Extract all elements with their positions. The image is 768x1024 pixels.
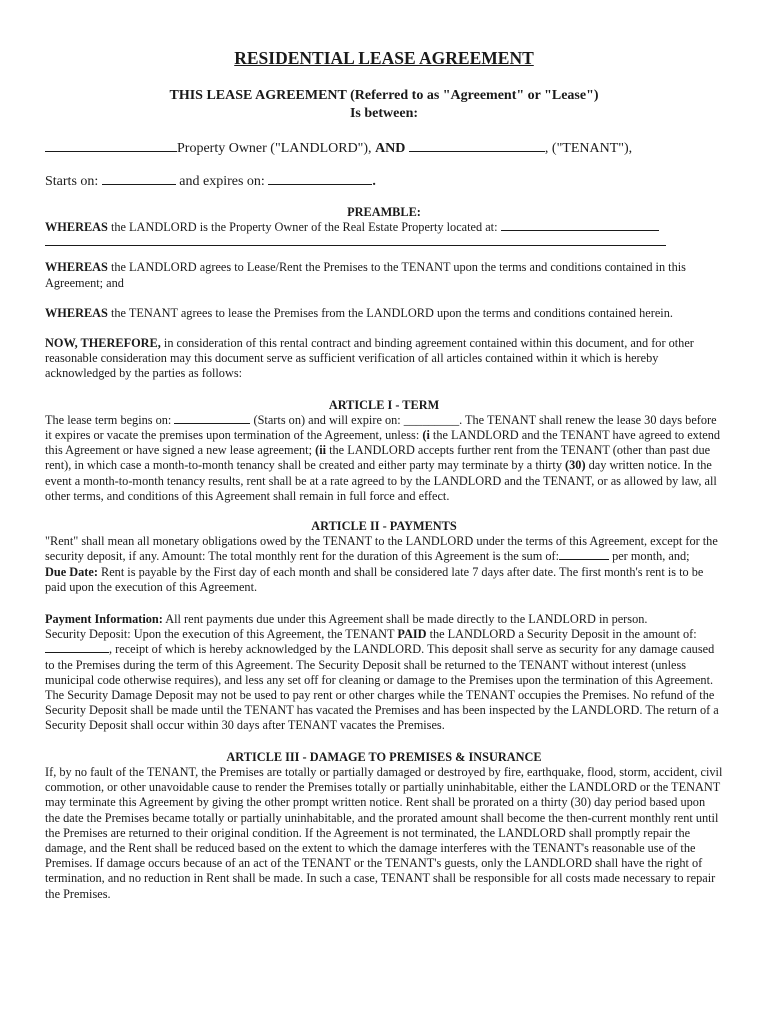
rent-text-1: "Rent" shall mean all monetary obligations owed by the TENANT to the LANDLORD under the terms of this Agreement, except for the security deposit, if any. Amount: The total monthly rent for the duration of this Agreement is the sum of:	[45, 534, 718, 564]
parties-line	[45, 140, 723, 158]
whereas-2-text: the LANDLORD agrees to Lease/Rent the Premises to the TENANT upon the terms and conditions contained in this Agreement; and	[45, 260, 686, 290]
expires-label: and expires on:	[175, 174, 269, 189]
expire-date-blank[interactable]	[268, 173, 372, 185]
term-text-4: the LANDLORD accepts further rent from the TENANT (other than past due rent), in which case a month-to-month tenancy shall be created and either party may terminate by a thirty	[45, 443, 711, 473]
property-address-line-2[interactable]	[45, 237, 666, 246]
term-begin-blank[interactable]	[174, 413, 250, 424]
article-1-text	[45, 413, 723, 504]
clause-ii: (ii	[315, 443, 327, 458]
term-text-2: (Starts on) and will expire on: _________. The TENANT shall renew the lease 30 days before it expires or vacate the premises upon termination of the Agreement, unless:	[45, 412, 717, 443]
starts-label: Starts on:	[45, 174, 102, 189]
thirty-days: (30)	[565, 458, 586, 473]
document-title: RESIDENTIAL LEASE AGREEMENT	[234, 48, 534, 68]
dates-line	[45, 173, 723, 191]
owner-text: Property Owner ("LANDLORD"),	[177, 141, 376, 156]
whereas-1-text: the LANDLORD is the Property Owner of the Real Estate Property located at:	[107, 220, 501, 235]
now-therefore	[45, 336, 723, 382]
payment-info-bold: Payment Information:	[45, 612, 163, 627]
deposit-amount-blank[interactable]	[45, 642, 109, 653]
due-date-bold: Due Date:	[45, 564, 98, 579]
document-subtitle	[45, 87, 723, 123]
rent-amount-blank[interactable]	[559, 549, 609, 560]
term-begins-label: The lease term begins on:	[45, 412, 175, 427]
tenant-name-blank[interactable]	[409, 140, 545, 152]
due-date-text: Rent is payable by the First day of each month and shall be considered late 7 days after date. The first month's rent is to be paid upon the execution of this Agreement.	[45, 564, 704, 594]
term-text-5: day written notice. In the event a month-to-month tenancy results, rent shall be at a rate agreed to by the LANDLORD and the TENANT, or as allowed by law, all other terms, and conditions of this Agreement shall remain in full force and effect.	[45, 458, 717, 503]
due-date	[45, 565, 723, 595]
dates-period: .	[372, 174, 376, 189]
rent-definition	[45, 534, 723, 564]
paid-bold: PAID	[397, 627, 427, 642]
rent-text-2: per month, and;	[609, 549, 690, 564]
whereas-3-bold: WHEREAS	[45, 305, 108, 320]
article-3-heading: ARTICLE III - DAMAGE TO PREMISES & INSURANCE	[226, 749, 542, 764]
article-2-heading: ARTICLE II - PAYMENTS	[311, 519, 457, 534]
whereas-3-text: the TENANT agrees to lease the Premises from the LANDLORD upon the terms and conditions contained herein.	[107, 305, 673, 320]
subtitle-line-1: THIS LEASE AGREEMENT (Referred to as "Agreement" or "Lease")	[169, 88, 599, 103]
whereas-property	[45, 220, 723, 235]
security-text-2: the LANDLORD a Security Deposit in the amount of:	[426, 627, 697, 642]
property-address-blank[interactable]	[501, 220, 659, 231]
whereas-1-bold: WHEREAS	[45, 220, 108, 235]
payment-info-text: All rent payments due under this Agreement shall be made directly to the LANDLORD in person.	[162, 612, 648, 627]
preamble-heading: PREAMBLE:	[347, 205, 421, 219]
article-3-text: If, by no fault of the TENANT, the Premises are totally or partially damaged or destroyed by fire, earthquake, flood, storm, accident, civil commotion, or other unavoidable cause to render the Premises totally or partially uninhabitable, either the LANDLORD or the TENANT may terminate this Agreement by giving the other prompt written notice. Rent shall be prorated on a thirty (30) day period based upon the date the Premises became totally or partially uninhabitable, and the prorated amount shall become the then-current monthly rent until the Premises are returned to their original condition. If the Agreement is not terminated, the LANDLORD shall promptly repair the damage, and the Rent shall be reduced based on the extent to which the damage interferes with the TENANT's reasonable use of the Premises. If damage occurs because of an act of the TENANT or the TENANT's guests, only the LANDLORD shall have the right of termination, and no reduction in Rent shall be made. In such a case, TENANT shall be responsible for all costs made necessary to repair the Premises.	[45, 764, 723, 901]
whereas-2-bold: WHEREAS	[45, 260, 108, 275]
clause-i: (i	[422, 428, 430, 443]
tenant-text: , ("TENANT"),	[544, 141, 633, 156]
start-date-blank[interactable]	[102, 173, 176, 185]
security-text-1: Security Deposit: Upon the execution of this Agreement, the TENANT	[45, 627, 398, 642]
now-text: in consideration of this rental contract and binding agreement contained within this document, and for other reasonable consideration may this document serve as sufficient verification of all articles contained within it which is hereby acknowledged by the parties as follows:	[45, 336, 694, 381]
security-text-3: , receipt of which is hereby acknowledged by the LANDLORD. This deposit shall serve as security for any damage caused to the Premises during the term of this Agreement. The Security Deposit shall be returned to the TENANT without interest (unless municipal code otherwise requires), and less any set off for cleaning or damage to the Premises upon the termination of this Agreement. The Security Damage Deposit may not be used to pay rent or other charges while the TENANT occupies the Premises. No refund of the Security Deposit shall be made until the TENANT has vacated the Premises and has been inspected by the LANDLORD. The return of a Security Deposit shall occur within 30 days after TENANT vacates the Premises.	[45, 642, 719, 733]
security-deposit	[45, 627, 723, 733]
term-text-3: the LANDLORD and the TENANT have agreed to extend this Agreement or have signed a new lease agreement;	[45, 428, 721, 458]
landlord-name-blank[interactable]	[45, 140, 177, 152]
subtitle-line-2: Is between:	[349, 106, 419, 121]
article-1-heading: ARTICLE I - TERM	[328, 397, 440, 412]
now-bold: NOW, THEREFORE,	[45, 336, 161, 351]
and-text: AND	[375, 141, 406, 156]
whereas-lease	[45, 260, 723, 290]
whereas-tenant	[45, 306, 723, 321]
payment-information	[45, 612, 723, 627]
